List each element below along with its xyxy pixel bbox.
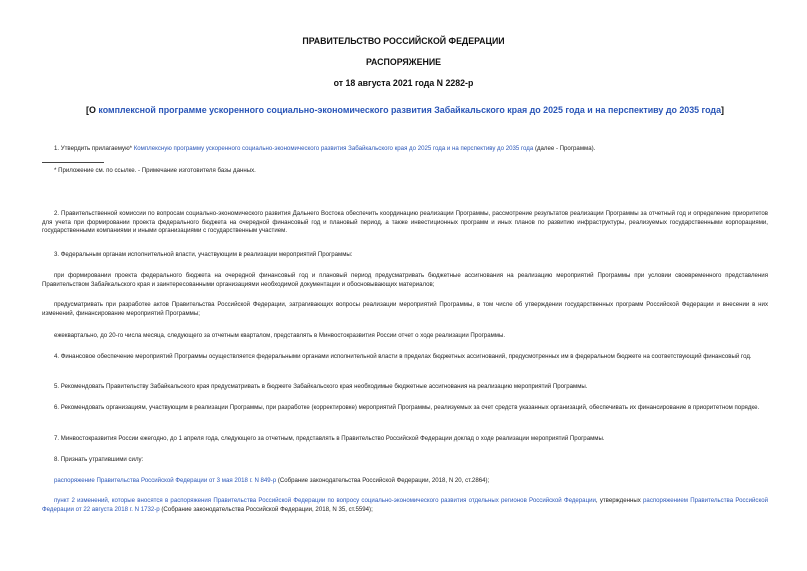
paragraph-7: 7. Минвостокразвития России ежегодно, до 1 апреля года, следующего за отчетным, представлять в Правительство Российской Федерации доклад о ходе реализации мероприятий Программы. bbox=[54, 435, 605, 442]
paragraph-8b-mid: , утвержденных bbox=[595, 497, 644, 504]
title-bracket-open: [ bbox=[86, 105, 89, 115]
paragraph-8: 8. Признать утратившими силу: bbox=[54, 456, 144, 463]
paragraph-6: 6. Рекомендовать организациям, участвующим в реализации Программы, при разработке (корректировке) мероприятий Программы, реализуемых за счет средств указанных организаций, обеспечивать их финансирование в приоритетном порядке. bbox=[54, 404, 760, 411]
paragraph-2: 2. Правительственной комиссии по вопросам социально-экономического развития Дальнего Востока обеспечить координацию реализации Программы, рассмотрение результатов реализации Программы за отчетный год и определение приоритетов для учета при формировании проекта федерального бюджета на очередной финансовый год и плановый период, а также инвестиционных программ и иных планов по развитию инфраструктуры, реализуемых государственными корпорациями, государственными компаниями и иными организациями с государственным участием. bbox=[42, 210, 768, 235]
paragraph-8b bbox=[42, 497, 768, 514]
repealed-order-849-link[interactable]: распоряжение Правительства Российской Федерации от 3 мая 2018 г. N 849-р bbox=[54, 477, 277, 484]
title-prefix: О bbox=[89, 105, 99, 115]
paragraph-1-text: 1. Утвердить прилагаемую* bbox=[54, 145, 134, 152]
title-bracket-close: ] bbox=[721, 105, 724, 115]
paragraph-4: 4. Финансовое обеспечение мероприятий Программы осуществляется федеральными органами исполнительной власти в пределах бюджетных ассигнований, предусмотренных им в федеральном бюджете на соответствующий финансовый год. bbox=[54, 353, 752, 360]
paragraph-8a bbox=[42, 477, 768, 486]
document-title bbox=[60, 105, 750, 115]
footnote: * Приложение см. по ссылке. - Примечание изготовителя базы данных. bbox=[54, 167, 256, 174]
paragraph-8b-tail: (Собрание законодательства Российской Федерации, 2018, N 35, ст.5594); bbox=[159, 505, 373, 513]
paragraph-3b: предусматривать при разработке актов Правительства Российской Федерации, затрагивающих вопросы реализации мероприятий Программы, в том числе об утверждении государственных программ Российской Федерации и внесении в них изменений, финансирование мероприятий Программы; bbox=[42, 301, 768, 317]
paragraph-8a-tail: (Собрание законодательства Российской Федерации, 2018, N 20, ст.2864); bbox=[276, 477, 490, 484]
paragraph-3: 3. Федеральным органам исполнительной власти, участвующим в реализации мероприятий Программы: bbox=[54, 251, 353, 258]
paragraph-1-tail: (далее - Программа). bbox=[533, 145, 596, 152]
document-date-number: от 18 августа 2021 года N 2282-р bbox=[333, 78, 474, 88]
amendments-point-2-link[interactable]: пункт 2 изменений, которые вносятся в распоряжения Правительства Российской Федерации по вопросу социально-экономического развития отдельных регионов Российской Федерации bbox=[54, 497, 596, 504]
order-1732-link[interactable]: распоряжением Правительства Российской Федерации от 22 августа 2018 г. N 1732-р bbox=[42, 497, 768, 513]
program-link[interactable]: Комплексную программу ускоренного социально-экономического развития Забайкальского края до 2025 года и на перспективу до 2035 года bbox=[133, 145, 534, 152]
government-heading: ПРАВИТЕЛЬСТВО РОССИЙСКОЙ ФЕДЕРАЦИИ bbox=[302, 36, 505, 46]
document-type-heading: РАСПОРЯЖЕНИЕ bbox=[365, 57, 442, 67]
paragraph-1 bbox=[42, 145, 768, 154]
paragraph-5: 5. Рекомендовать Правительству Забайкальского края предусматривать в бюджете Забайкальского края необходимые бюджетные ассигнования на реализацию мероприятий Программы. bbox=[54, 383, 588, 390]
footnote-divider bbox=[42, 162, 104, 163]
title-link[interactable]: комплексной программе ускоренного социально-экономического развития Забайкальского края до 2025 года и на перспективу до 2035 года bbox=[98, 105, 721, 115]
paragraph-3c: ежеквартально, до 20-го числа месяца, следующего за отчетным кварталом, представлять в Минвостокразвития России отчет о ходе реализации Программы. bbox=[54, 332, 506, 339]
paragraph-3a: при формировании проекта федерального бюджета на очередной финансовый год и плановый период предусматривать бюджетные ассигнования на реализацию мероприятий Программы при условии своевременного представления Правительством Забайкальского края и заинтересованными организациями необходимой документации и обосновывающих материалов; bbox=[42, 272, 768, 288]
